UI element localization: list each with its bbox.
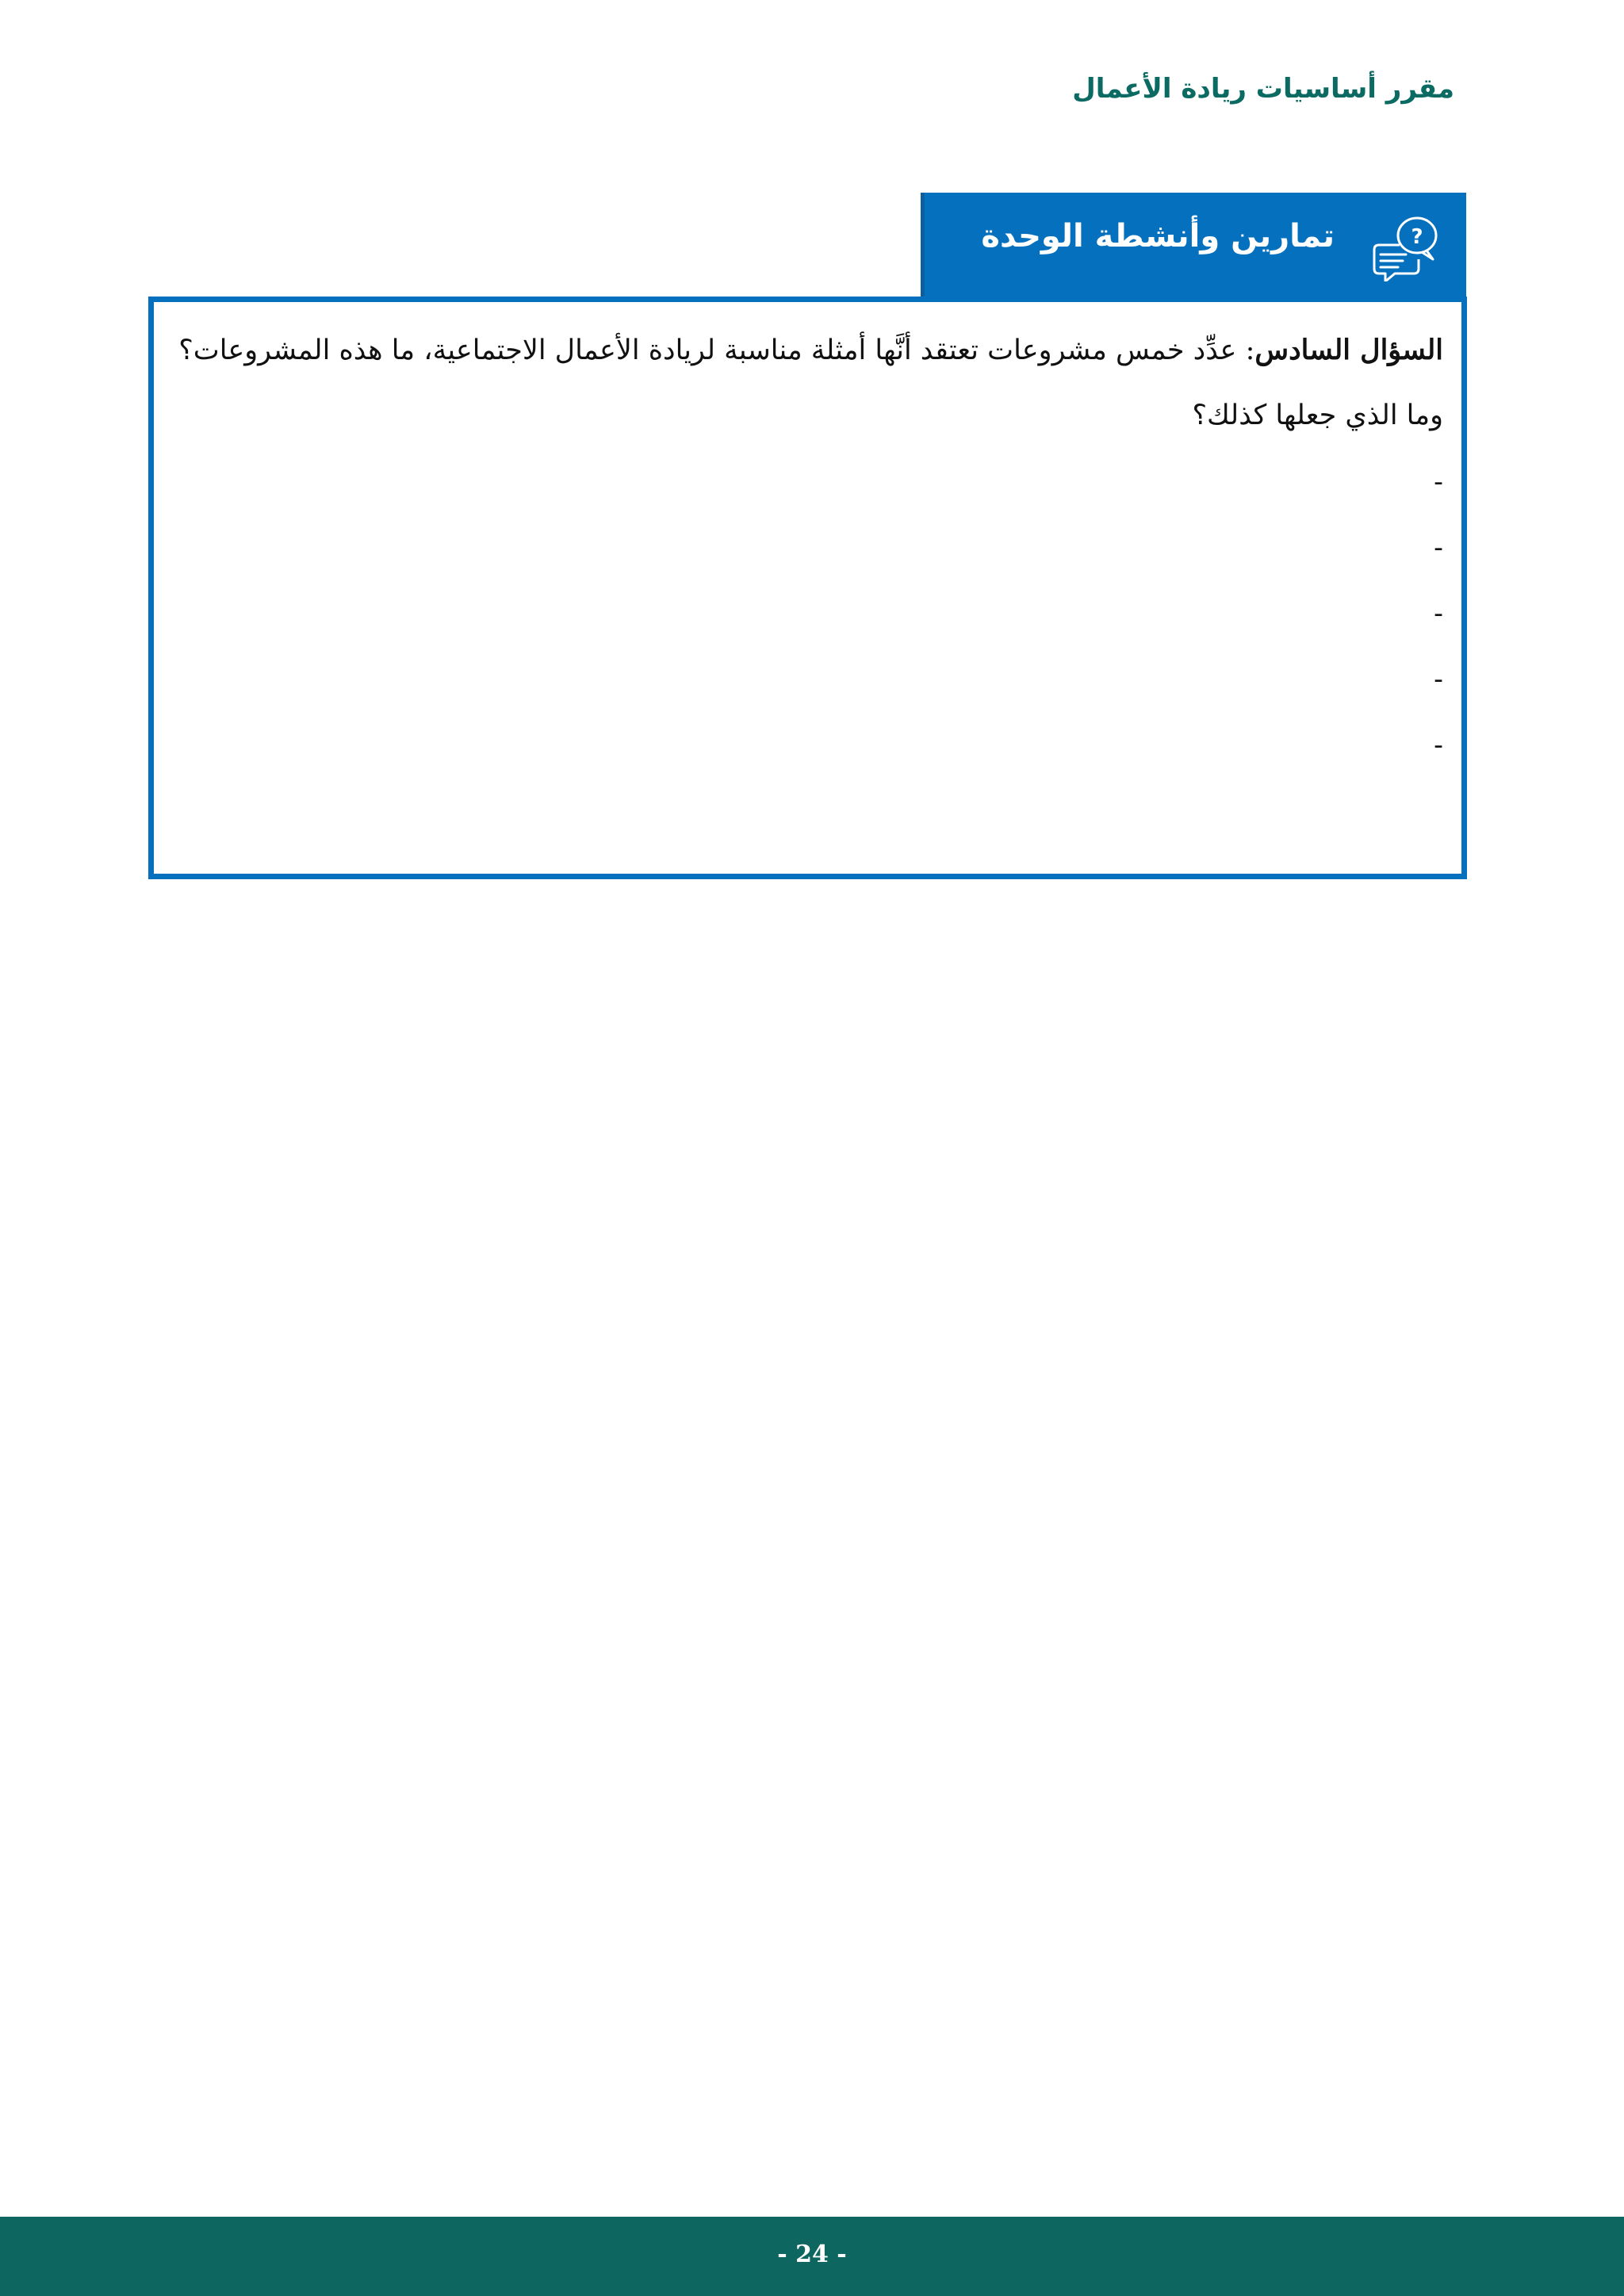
question-followup: وما الذي جعلها كذلك؟	[1192, 400, 1443, 431]
answer-line-4: -	[1434, 664, 1443, 695]
question-label: السؤال السادس	[1254, 334, 1443, 366]
exercise-box	[148, 297, 1467, 879]
course-title: مقرر أساسيات ريادة الأعمال	[1072, 73, 1454, 105]
page-footer	[0, 2217, 1624, 2296]
answer-line-2: -	[1434, 532, 1443, 564]
section-title: تمارين وأنشطة الوحدة	[981, 218, 1335, 254]
question-text	[178, 334, 1443, 366]
question-body: : عدِّد خمس مشروعات تعتقد أنَّها أمثلة مناسبة لريادة الأعمال الاجتماعية، ما هذه المشروعات؟	[178, 335, 1255, 366]
section-header-tab	[921, 193, 1466, 298]
question-chat-icon	[1371, 213, 1442, 281]
page-number: - 24 -	[777, 2241, 847, 2268]
answer-line-5: -	[1434, 729, 1443, 761]
answer-line-3: -	[1434, 598, 1443, 629]
svg-text:?: ?	[1411, 225, 1423, 249]
answer-line-1: -	[1434, 466, 1443, 498]
